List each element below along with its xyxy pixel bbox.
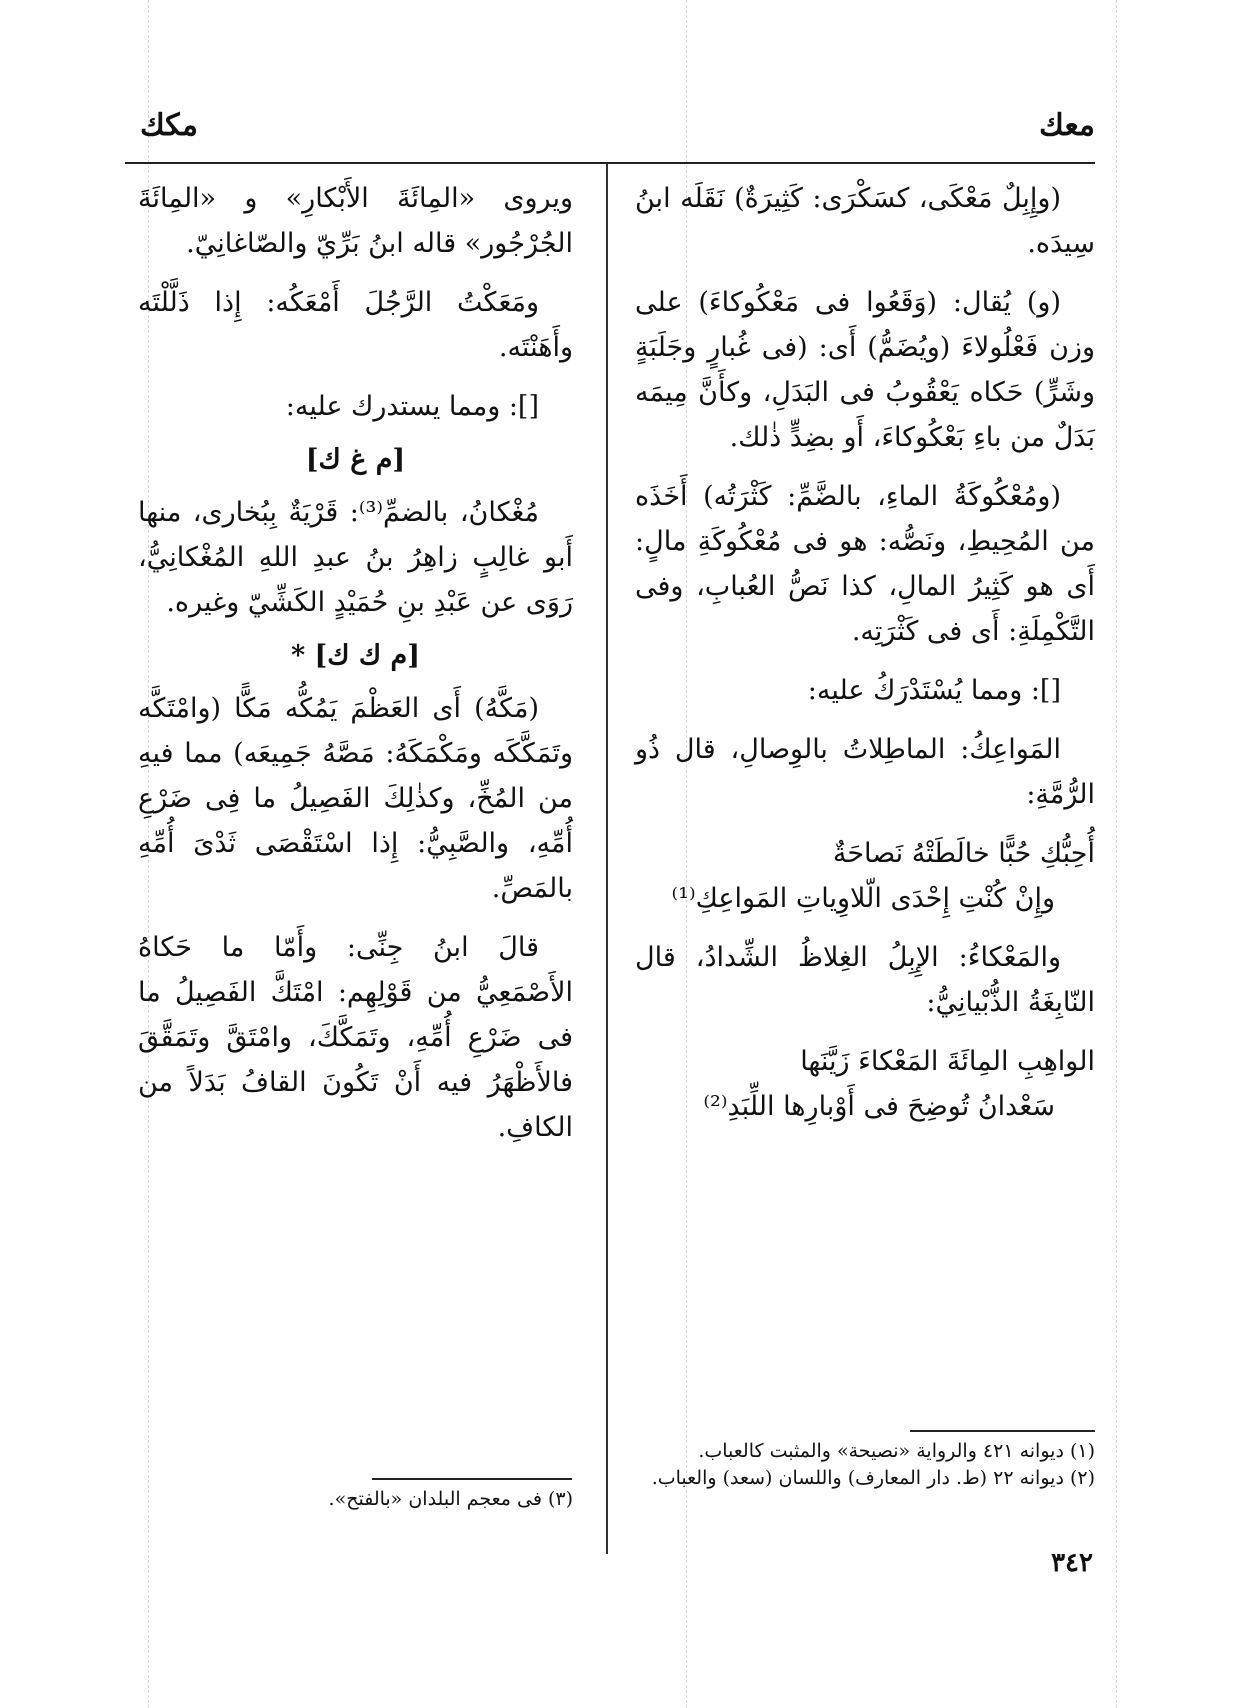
footnote: (٣) فى معجم البلدان «بالفتح». (328, 1488, 573, 1510)
header-rule (125, 162, 1095, 164)
running-head-left: مكك (140, 108, 198, 143)
footnote: (١) ديوانه ٤٢١ والرواية «نصيحة» والمثبت كالعباب. (698, 1440, 1095, 1462)
entry-paragraph: (مَكَّهُ) أَى العَظْمَ يَمُكُّه مَكًّا (وامْتَكَّه وتَمَكَّكَه ومَكْمَكَهُ: مَصَّهُ جَمِيعَه) مما فيهِ من المُخِّ، وكذٰلِكَ الفَصِيلُ ما فِى ضَرْعِ أُمِّهِ، والصَّبِيُّ: إِذا اسْتَقْصَى ثَدْىَ أُمِّهِ بالمَصِّ. (138, 693, 573, 904)
column-divider (606, 164, 608, 1554)
footnote-rule (910, 1430, 1095, 1432)
page-number: ٣٤٢ (1051, 1548, 1093, 1578)
footnote: (٢) ديوانه ٢٢ (ط. دار المعارف) واللسان (سعد) والعباب. (651, 1467, 1095, 1489)
root-heading: [م غ ك] (305, 444, 406, 475)
entry-paragraph: ومَعَكْتُ الرَّجُلَ أَمْعَكُه: إِذا ذَلَّلْتَه وأَهَنْتَه. (138, 287, 573, 363)
entry-paragraph: (و) يُقال: (وَقَعُوا فى مَعْكُوكاءَ) على وزن فَعْلُولاءَ (ويُضَمُّ) أَى: (فى غُبارٍ وجَلَبَةٍ وشَرٍّ) حَكاه يَعْقُوبُ فى البَدَلِ، وكأَنَّ مِيمَه بَدَلٌ من باءِ بَعْكُوكاءَ، أَو بضِدٍّ ذٰلك. (635, 287, 1095, 453)
addendum-heading: []: ومما يُسْتَدْرَكُ عليه: (807, 675, 1061, 706)
entry-paragraph: قالَ ابنُ جِنِّى: وأَمّا ما حَكاهُ الأَصْمَعِيُّ من قَوْلِهِم: امْتَكَّ الفَصِيلُ ما فى ضَرْعِ أُمِّهِ، وتَمَكَّكَ، وامْتَقَّ وتَمَقَّقَ فالأَظْهَرُ فيه أَنْ تَكُونَ القافُ بَدَلاً من الكافِ. (138, 932, 573, 1143)
entry-paragraph: المَواعِكُ: الماطِلاتُ بالوِصالِ، قال ذُو الرُّمَّةِ: (635, 734, 1095, 810)
entry-paragraph: ويروى «المِائَةَ الأَبْكارِ» و «المِائَةَ الجُرْجُور» قاله ابنُ بَرِّيّ والصّاغانِيّ. (138, 183, 573, 259)
left-column (138, 176, 573, 1150)
root-heading: [م ك ك] * (290, 640, 421, 671)
right-column (635, 176, 1095, 1129)
verse-line: وإِنْ كُنْتِ إِحْدَى الّلاوِياتِ المَواعِكِ⁽¹⁾ (671, 883, 1055, 914)
footnotes-right (635, 1438, 1095, 1492)
running-head-right: معك (1039, 108, 1095, 143)
verse-line: الواهِبِ المِائَةَ المَعْكاءَ زَيَّنَها (800, 1046, 1095, 1077)
verse-line: أُحِبُّكِ حُبًّا خالَطَتْهُ نَصاحَةٌ (832, 838, 1095, 869)
addendum-heading: []: ومما يستدرك عليه: (285, 391, 539, 422)
footnotes-left (138, 1486, 573, 1513)
entry-paragraph: مُغْكانُ، بالضمِّ⁽³⁾: قَرْيَةٌ بِبُخارى، منها أَبو غالِبٍ زاهِرُ بنُ عبدِ اللهِ المُغْكانِيُّ، رَوَى عن عَبْدِ بنِ حُمَيْدٍ الكَشِّيّ وغيره. (138, 497, 573, 618)
entry-paragraph: (ومُعْكُوكَةُ الماءِ، بالضَّمِّ: كَثْرَتُه) أَخَذَه من المُحِيطِ، ونَصُّه: هو فى مُعْكُوكَةِ مالٍ: أَى هو كَثِيرُ المالِ، كذا نَصُّ العُبابِ، وفى التَّكْمِلَةِ: أَى فى كَثْرَتِه. (635, 481, 1095, 647)
entry-paragraph: (وإِبِلٌ مَعْكَى، كسَكْرَى: كَثِيرَةٌ) نَقَلَه ابنُ سِيدَه. (635, 183, 1095, 259)
verse-line: سَعْدانُ تُوضِحَ فى أَوْبارِها اللِّبَدِ⁽²⁾ (703, 1091, 1055, 1122)
footnote-rule (372, 1478, 572, 1480)
scan-guide-line (1116, 0, 1118, 1708)
entry-paragraph: والمَعْكاءُ: الإِبِلُ الغِلاظُ الشِّدادُ، قال النّابِغَةُ الذُّبْيانِيُّ: (635, 942, 1095, 1018)
